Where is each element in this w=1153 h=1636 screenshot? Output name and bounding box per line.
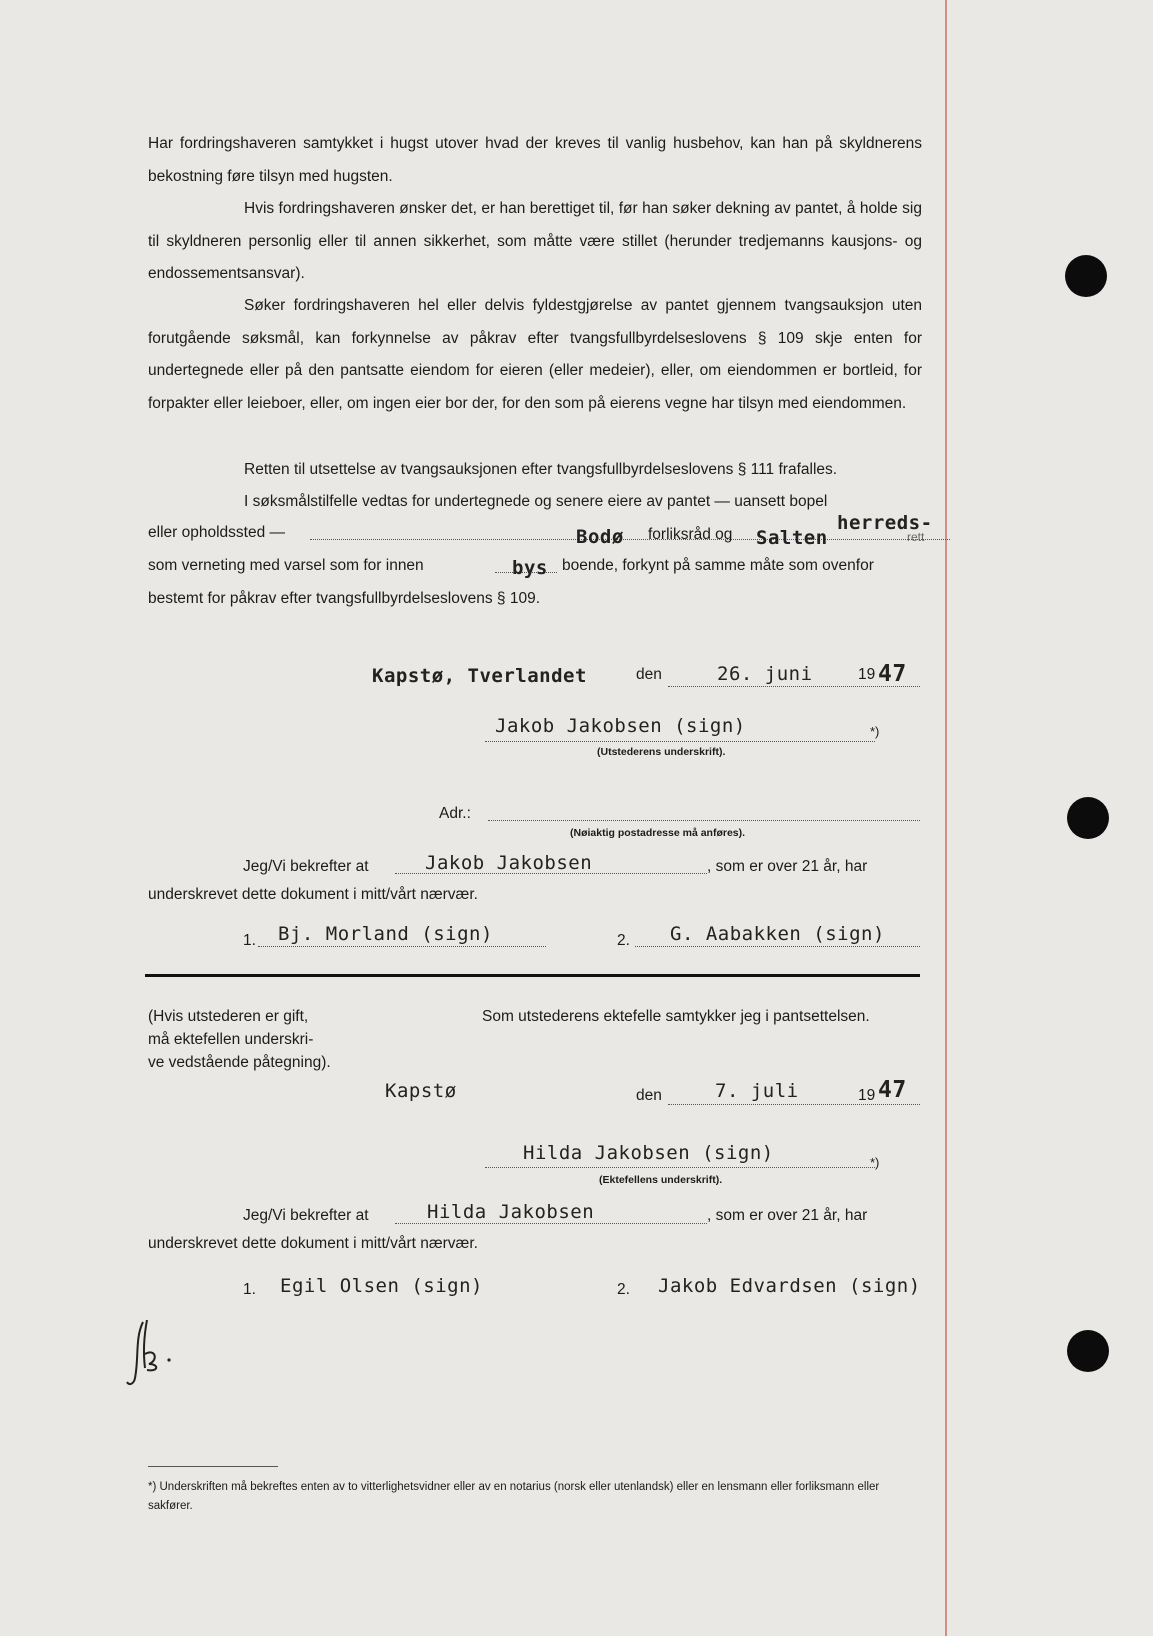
spouse-note-l3: ve vedstående påtegning). xyxy=(148,1054,331,1071)
spouse-signature-line xyxy=(485,1167,875,1168)
venue-prefix: eller opholdssted — xyxy=(148,524,285,541)
footnote: *) Underskriften må bekreftes enten av to vitterlighetsvidner eller av en notarius (norsk eller utenlandsk) eller en lensmann eller forliksmann eller sakfører. xyxy=(148,1481,880,1512)
witness1-w1-line xyxy=(258,946,546,947)
spouse-date-line xyxy=(668,1104,920,1105)
issuer-place: Kapstø, Tverlandet xyxy=(372,665,587,687)
issuer-star: *) xyxy=(870,724,880,739)
spouse-signature-caption: (Ektefellens underskrift). xyxy=(599,1174,723,1186)
issuer-adr-line xyxy=(488,820,920,821)
issuer-year-prefix: 19 xyxy=(858,666,876,683)
paragraph-soksmal: I søksmålstilfelle vedtas for undertegnede og senere eiere av pantet — uansett bopel xyxy=(244,493,828,510)
venue-salten: Salten xyxy=(756,527,828,549)
witness1-over: , som er over 21 år, har xyxy=(707,858,868,875)
spouse-date: 7. juli xyxy=(715,1080,799,1102)
issuer-signature: Jakob Jakobsen (sign) xyxy=(495,715,746,737)
punch-hole-middle xyxy=(1067,797,1109,839)
venue-line2-suffix: boende, forkynt på samme måte som ovenfor xyxy=(562,557,874,574)
handwritten-initials xyxy=(125,1318,185,1395)
witness2-name-line xyxy=(395,1223,707,1224)
witness2-name: Hilda Jakobsen xyxy=(427,1201,595,1223)
venue-herreds: herreds- xyxy=(837,512,933,534)
witness1-jeg-vi: Jeg/Vi bekrefter at xyxy=(243,858,369,875)
spouse-place: Kapstø xyxy=(385,1080,457,1102)
margin-line xyxy=(945,0,947,1636)
paragraph-hugst: Har fordringshaveren samtykket i hugst utover hvad der kreves til vanlig husbehov, kan han på skyldnerens bekostning føre tilsyn med hugsten. xyxy=(148,135,922,185)
spouse-signature: Hilda Jakobsen (sign) xyxy=(523,1142,774,1164)
issuer-adr-label: Adr.: xyxy=(439,805,471,822)
witness2-over: , som er over 21 år, har xyxy=(707,1207,868,1224)
issuer-signature-caption: (Utstederens underskrift). xyxy=(597,746,726,758)
paragraph-tvangsauksjon: Søker fordringshaveren hel eller delvis fyldestgjørelse av pantet gjennem tvangsauksjon uten forutgående søksmål, kan forkynnelse av påkrav efter tvangsfullbyrdelseslovens § 109 skje enten for undertegnede eller på den pantsatte eiendom for eieren (eller medeier), eller, om eiendommen er bortleid, for forpakter eller leieboer, eller, om ingen eier bor der, for den som på eierens vegne har tilsyn med eiendommen. xyxy=(148,297,922,412)
witness2-line2: underskrevet dette dokument i mitt/vårt nærvær. xyxy=(148,1235,478,1252)
witness2-jeg-vi: Jeg/Vi bekrefter at xyxy=(243,1207,369,1224)
witness2-w2: Jakob Edvardsen (sign) xyxy=(658,1275,921,1297)
section-divider xyxy=(145,974,920,977)
spouse-year-suffix: 47 xyxy=(878,1077,907,1103)
spouse-den: den xyxy=(636,1087,662,1104)
witness1-name: Jakob Jakobsen xyxy=(425,852,593,874)
spouse-consent: Som utstederens ektefelle samtykker jeg i pantsettelsen. xyxy=(482,1008,870,1025)
venue-line3: bestemt for påkrav efter tvangsfullbyrdelseslovens § 109. xyxy=(148,590,541,607)
witness2-n1: 1. xyxy=(243,1281,256,1298)
paragraph-dekning: Hvis fordringshaveren ønsker det, er han berettiget til, før han søker dekning av pantet, å holde sig til skyldneren personlig eller til annen sikkerhet, som måtte være stillet (herunder tredjemanns kausjons- og endossementsansvar). xyxy=(148,200,922,282)
spouse-note-l2: må ektefellen underskri- xyxy=(148,1031,314,1048)
witness1-w1: Bj. Morland (sign) xyxy=(278,923,493,945)
spouse-star: *) xyxy=(870,1155,880,1170)
issuer-den: den xyxy=(636,666,662,683)
issuer-signature-line xyxy=(485,741,875,742)
venue-rett: rett xyxy=(907,530,925,544)
witness2-n2: 2. xyxy=(617,1281,630,1298)
witness2-w1: Egil Olsen (sign) xyxy=(280,1275,483,1297)
witness1-w2-line xyxy=(635,946,920,947)
spouse-note-l1: (Hvis utstederen er gift, xyxy=(148,1008,309,1025)
venue-forliksraad: forliksråd og xyxy=(648,526,733,543)
paragraph-utsettelse: Retten til utsettelse av tvangsauksjonen efter tvangsfullbyrdelseslovens § 111 frafalles. xyxy=(244,461,838,478)
punch-hole-bottom xyxy=(1067,1330,1109,1372)
issuer-adr-caption: (Nøiaktig postadresse må anføres). xyxy=(570,827,746,839)
issuer-year-suffix: 47 xyxy=(878,661,907,687)
spouse-year-prefix: 19 xyxy=(858,1087,876,1104)
venue-bodo: Bodø xyxy=(576,526,624,548)
venue-bys: bys xyxy=(512,557,548,579)
issuer-date: 26. juni xyxy=(717,663,813,685)
witness1-n2: 2. xyxy=(617,932,630,949)
witness1-w2: G. Aabakken (sign) xyxy=(670,923,885,945)
venue-dotted-line xyxy=(310,539,950,540)
witness1-n1: 1. xyxy=(243,932,256,949)
witness1-line2: underskrevet dette dokument i mitt/vårt nærvær. xyxy=(148,886,478,903)
venue-line2-prefix: som verneting med varsel som for innen xyxy=(148,557,424,574)
punch-hole-top xyxy=(1065,255,1107,297)
footnote-rule xyxy=(148,1466,278,1467)
